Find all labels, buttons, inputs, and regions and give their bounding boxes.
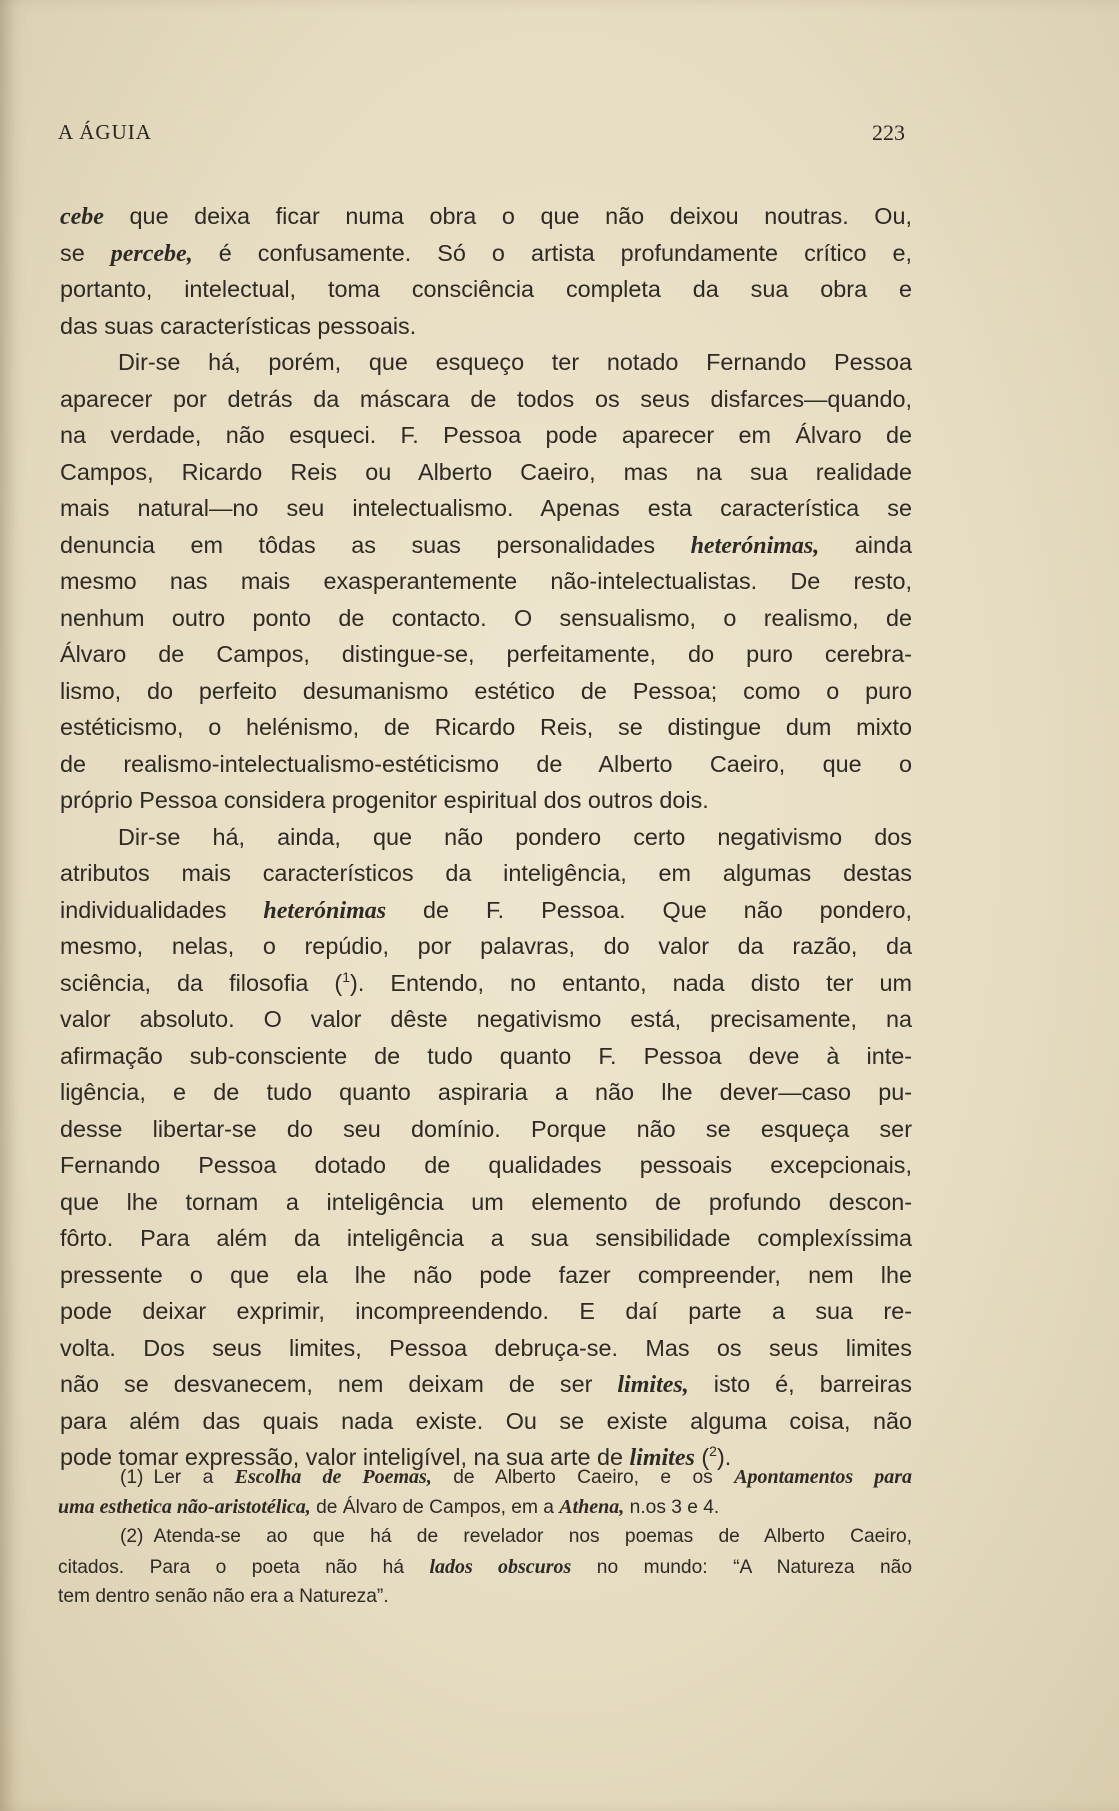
text-segment: ligência, e de tudo quanto aspiraria a não lhe dever—caso pu- [60,1079,912,1105]
text-line [60,1038,912,1075]
text-line [60,1001,912,1038]
text-line [60,636,912,673]
text-segment: fôrto. Para além da inteligência a sua sensibilidade complexíssima [60,1225,912,1251]
text-line [60,1366,912,1403]
italic-text: heterónimas [263,897,387,924]
text-segment: ). Entendo, no entanto, nada disto ter um [350,969,912,996]
text-segment: mesmo nas mais exasperantemente não-intelectualistas. De resto, [60,568,912,594]
text-segment: mais natural—no seu intelectualismo. Apenas esta característica se [60,495,912,521]
text-segment: Dir-se há, ainda, que não pondero certo negativismo dos [118,823,912,850]
text-line [60,1403,912,1440]
text-segment: é confusamente. Só o artista profundamente crítico e, [192,239,912,266]
text-segment: pode deixar exprimir, incompreendendo. E daí parte a sua re- [60,1298,912,1324]
text-segment: das suas características pessoais. [60,312,417,339]
text-segment: Álvaro de Campos, distingue-se, perfeitamente, do puro cerebra- [60,641,912,667]
text-segment: aparecer por detrás da máscara de todos os seus disfarces—quando, [60,385,912,412]
text-segment: na verdade, não esqueci. F. Pessoa pode aparecer em Álvaro de [60,422,912,448]
text-line [60,1074,912,1111]
text-line [58,1492,912,1522]
italic-text: limites [629,1445,695,1471]
italic-text: Escolha de Poemas, [234,1466,432,1488]
text-line [60,928,912,965]
italic-text: percebe, [110,240,193,267]
text-segment: mesmo, nelas, o repúdio, por palavras, do valor da razão, da [60,933,912,959]
text-line [120,1522,912,1552]
text-line [60,1111,912,1148]
text-segment: individualidades [60,896,264,923]
page-number: 223 [872,120,905,145]
italic-text: limites, [617,1372,689,1398]
italic-text: Apontamentos para [734,1466,912,1488]
text-segment: afirmação sub-consciente de tudo quanto F. Pessoa deve à inte- [60,1042,912,1069]
text-segment: próprio Pessoa considera progenitor espiritual dos outros dois. [60,787,709,813]
text-segment: isto é, barreiras [688,1371,912,1397]
text-segment: para além das quais nada existe. Ou se existe alguma coisa, não [60,1407,912,1434]
text-line [60,308,912,345]
text-line [60,746,912,783]
italic-text: cebe [60,204,104,230]
text-line [60,417,912,454]
footnotes [58,1462,912,1612]
text-line [60,1147,912,1184]
text-segment: lismo, do perfeito desumanismo estético de Pessoa; como o puro [60,677,912,704]
text-line [60,527,912,564]
text-segment: tem dentro senão não era a Natureza”. [58,1586,389,1607]
italic-text: lados obscuros [429,1556,572,1578]
italic-text: Athena, [559,1496,625,1518]
footnote-marker: (2) [120,1526,144,1547]
text-line [60,782,912,819]
text-line [60,563,912,600]
page-header [58,120,905,150]
text-segment: nenhum outro ponto de contacto. O sensualismo, o realismo, de [60,604,912,631]
text-segment: de Alberto Caeiro, e os [431,1467,735,1488]
text-line [58,1582,912,1612]
text-segment: denuncia em tôdas as suas personalidades [60,531,691,558]
text-segment: sciência, da filosofia ( [60,969,343,996]
text-line [60,855,912,892]
text-line [60,1293,912,1330]
text-segment: Dir-se há, porém, que esqueço ter notado Fernando Pessoa [118,349,912,375]
text-line [60,235,912,272]
text-segment: portanto, intelectual, toma consciência completa da sua obra e [60,276,912,302]
text-segment: se [60,239,111,266]
text-segment: de F. Pessoa. Que não pondero, [386,896,912,923]
text-line [60,1330,912,1367]
text-segment: valor absoluto. O valor dêste negativismo está, precisamente, na [60,1006,912,1032]
text-segment: que deixa ficar numa obra o que não deixou noutras. Ou, [103,203,912,229]
text-segment: Ler a [153,1467,235,1488]
running-head: A ÁGUIA [58,120,152,144]
text-segment: desse libertar-se do seu domínio. Porque não se esqueça ser [60,1115,912,1142]
text-segment: de Álvaro de Campos, em a [310,1497,560,1518]
footnote-ref: 2 [709,1443,717,1460]
text-line [60,271,912,308]
body-text [60,198,912,1476]
italic-text: heterónimas, [690,532,820,559]
footnote-ref: 1 [342,968,351,985]
text-segment: atributos mais característicos da inteligência, em algumas destas [60,860,912,886]
text-line [60,892,912,929]
italic-text: uma esthetica não-aristotélica, [58,1496,311,1518]
text-segment: Fernando Pessoa dotado de qualidades pessoais excepcionais, [60,1152,912,1178]
text-segment: ainda [819,531,913,558]
text-line [60,709,912,746]
text-line [120,1462,912,1492]
text-line [60,198,912,235]
text-line [60,1184,912,1221]
text-segment: citados. Para o poeta não há [58,1557,430,1578]
text-segment: pressente o que ela lhe não pode fazer compreender, nem lhe [60,1261,912,1288]
text-segment: estéticismo, o helénismo, de Ricardo Reis, se distingue dum mixto [60,714,912,740]
text-segment: ( [694,1444,710,1470]
footnote-marker: (1) [120,1467,144,1488]
text-line [60,490,912,527]
text-segment: ). [716,1444,732,1470]
text-segment: no mundo: “A Natureza não [571,1557,912,1578]
text-line [58,1552,912,1582]
text-segment: que lhe tornam a inteligência um elemento de profundo descon- [60,1188,912,1215]
text-segment: n.os 3 e 4. [624,1497,720,1518]
text-line [60,344,912,381]
text-line [60,381,912,418]
text-segment: volta. Dos seus limites, Pessoa debruça-se. Mas os seus limites [60,1334,912,1361]
text-line [60,673,912,710]
text-line [60,819,912,856]
text-segment: de realismo-intelectualismo-estéticismo de Alberto Caeiro, que o [60,750,912,777]
text-line [60,965,912,1002]
text-segment: pode tomar expressão, valor inteligível, na sua arte de [60,1444,630,1470]
text-segment: Campos, Ricardo Reis ou Alberto Caeiro, mas na sua realidade [60,458,912,485]
text-line [60,1220,912,1257]
text-line [60,454,912,491]
text-line [60,600,912,637]
text-segment: Atenda-se ao que há de revelador nos poemas de Alberto Caeiro, [153,1526,912,1547]
text-segment: não se desvanecem, nem deixam de ser [60,1371,618,1397]
text-line [60,1257,912,1294]
